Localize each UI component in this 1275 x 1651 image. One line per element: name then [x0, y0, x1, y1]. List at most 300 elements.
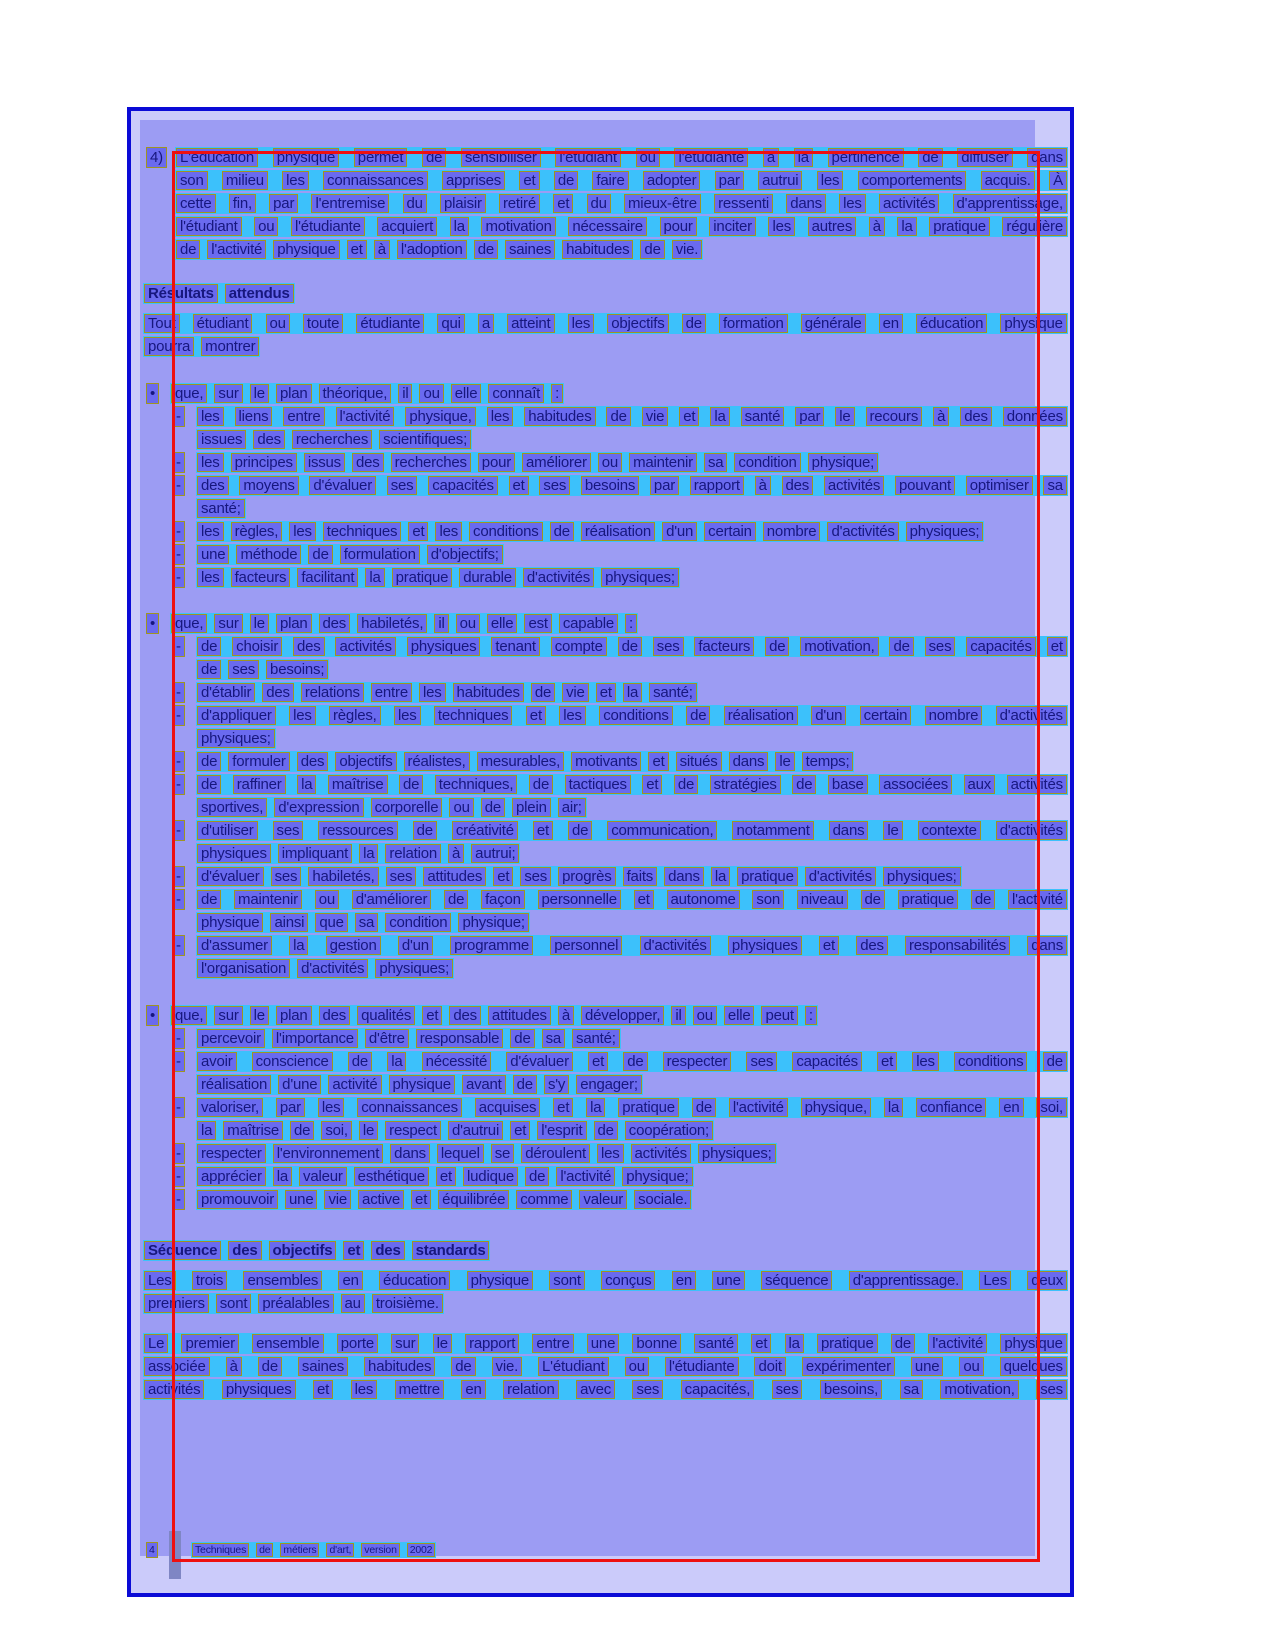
word-box: quelques	[1000, 1357, 1067, 1376]
word-box: condition	[734, 453, 800, 472]
word-box: maintenir	[629, 453, 697, 472]
word-box: montrer	[201, 337, 259, 356]
text-line	[196, 1051, 1068, 1072]
word-box: saines	[505, 240, 555, 259]
word-box: capable	[559, 614, 618, 633]
text-line	[143, 283, 295, 304]
word-box: maintenir	[234, 890, 302, 909]
word-box: éducation	[916, 314, 987, 333]
word-box: d'activités	[297, 959, 368, 978]
word-box: et	[526, 706, 546, 725]
word-box: les	[197, 453, 224, 472]
word-box: d'établir	[197, 683, 255, 702]
word-box: Les	[979, 1271, 1011, 1290]
word-box: règles,	[231, 522, 283, 541]
word-box: la	[794, 148, 813, 167]
list-marker-box: 4)	[146, 147, 167, 168]
text-line	[143, 336, 260, 357]
word-box: physiques;	[883, 867, 961, 886]
word-box: ressources	[318, 821, 397, 840]
word-box: se	[491, 1144, 514, 1163]
word-box: éducation	[379, 1271, 450, 1290]
word-box: recherches	[292, 430, 372, 449]
word-box: physiques	[222, 1380, 296, 1399]
word-box: une	[712, 1271, 744, 1290]
word-box: de	[594, 1121, 618, 1140]
word-box: l'activité	[336, 407, 395, 426]
word-box: l'organisation	[197, 959, 290, 978]
list-marker-box: -	[172, 705, 185, 726]
text-line	[196, 843, 520, 864]
list-marker-box: -	[172, 567, 185, 588]
word-box: tenant	[491, 637, 540, 656]
word-box: objectifs	[607, 314, 668, 333]
word-box: Les	[144, 1271, 176, 1290]
word-box: est	[524, 614, 551, 633]
word-box: premier	[181, 1334, 238, 1353]
word-box: Tout	[144, 314, 180, 333]
word-box: développer,	[581, 1006, 664, 1025]
word-box: respecter	[197, 1144, 266, 1163]
text-line	[175, 147, 1068, 168]
word-box: et	[553, 194, 573, 213]
word-box: des	[319, 614, 351, 633]
word-box: attitudes	[488, 1006, 551, 1025]
word-box: techniques	[434, 706, 513, 725]
word-box: conditions	[599, 706, 673, 725]
word-box: attitudes	[423, 867, 486, 886]
word-box: la	[623, 683, 642, 702]
text-line	[196, 475, 1068, 496]
word-box: air;	[558, 798, 586, 817]
word-box: conditions	[954, 1052, 1028, 1071]
word-box: premiers	[144, 1294, 209, 1313]
word-box: à	[448, 844, 464, 863]
word-box: la	[365, 568, 384, 587]
word-box: physique	[273, 240, 339, 259]
word-box: capacités,	[681, 1380, 755, 1399]
text-line	[196, 751, 854, 772]
list-marker-box: -	[172, 935, 185, 956]
word-box: objectifs	[335, 752, 396, 771]
word-box: santé;	[649, 683, 697, 702]
word-box: les	[197, 568, 224, 587]
word-box: autrui;	[471, 844, 519, 863]
word-box: l'activité	[556, 1167, 615, 1186]
word-box: autrui	[758, 171, 802, 190]
word-box: la	[897, 217, 916, 236]
word-box: formation	[719, 314, 788, 333]
word-box: règles,	[329, 706, 381, 725]
word-box: ou	[315, 890, 339, 909]
list-marker-box: -	[172, 682, 185, 703]
word-box: connaît	[488, 384, 544, 403]
word-box: et	[533, 821, 553, 840]
word-box: tactiques	[565, 775, 631, 794]
word-box: des	[197, 476, 229, 495]
word-box: façon	[481, 890, 525, 909]
word-box: pratique	[392, 568, 453, 587]
word-box: activités	[335, 637, 395, 656]
word-box: autonome	[667, 890, 740, 909]
list-marker-box: -	[172, 544, 185, 565]
word-box: de	[176, 240, 200, 259]
word-box: ludique	[463, 1167, 518, 1186]
word-box: sa	[704, 453, 727, 472]
word-box: maîtrise	[223, 1121, 283, 1140]
text-line	[196, 705, 1068, 726]
word-box: motivation	[481, 217, 555, 236]
list-marker-box: -	[172, 1028, 185, 1049]
word-box: des	[449, 1006, 481, 1025]
word-box: recours	[866, 407, 923, 426]
word-box: et	[1047, 637, 1067, 656]
word-box: physiques;	[906, 522, 984, 541]
text-line	[196, 406, 1068, 427]
word-box: pour	[478, 453, 515, 472]
word-box: dans	[786, 194, 826, 213]
text-line	[196, 1143, 777, 1164]
word-box: des	[319, 1006, 351, 1025]
word-box: et	[819, 936, 839, 955]
word-box: peut	[761, 1006, 797, 1025]
word-box: acquis.	[981, 171, 1035, 190]
word-box: physique,	[801, 1098, 871, 1117]
word-box: une	[197, 545, 229, 564]
text-line	[143, 1293, 444, 1314]
word-box: et	[313, 1380, 333, 1399]
list-marker-box: -	[172, 866, 185, 887]
word-box: plaisir	[440, 194, 486, 213]
word-box: réalistes,	[404, 752, 470, 771]
word-box: la	[387, 1052, 406, 1071]
word-box: d'un	[811, 706, 846, 725]
word-box: de	[399, 775, 423, 794]
word-box: des	[352, 453, 384, 472]
list-marker-box: -	[172, 1051, 185, 1072]
word-box: le	[250, 1006, 269, 1025]
word-box: d'activités	[640, 936, 711, 955]
word-box: toute	[303, 314, 343, 333]
word-box: :	[805, 1006, 817, 1025]
word-box: physique,	[405, 407, 475, 426]
word-box: confiance	[916, 1098, 986, 1117]
word-box: l'activité	[1008, 890, 1067, 909]
word-box: une	[911, 1357, 943, 1376]
word-box: de	[474, 240, 498, 259]
word-box: vie	[324, 1190, 351, 1209]
word-box: d'activités	[805, 867, 876, 886]
word-box: de	[308, 545, 332, 564]
word-box: dans	[664, 867, 704, 886]
word-box: d'améliorer	[352, 890, 432, 909]
word-box: de	[197, 752, 221, 771]
word-box: de	[197, 637, 221, 656]
word-box: les	[289, 522, 316, 541]
word-box: l'étudiante	[674, 148, 748, 167]
text-line	[191, 1542, 436, 1558]
word-box: ses	[772, 1380, 803, 1399]
word-box: et	[408, 522, 428, 541]
word-box: sont	[549, 1271, 585, 1290]
word-box: et	[343, 1241, 364, 1260]
word-box: d'appliquer	[197, 706, 276, 725]
word-box: respect	[385, 1121, 441, 1140]
word-box: en	[672, 1271, 696, 1290]
word-box: la	[359, 844, 378, 863]
word-box: méthode	[236, 545, 301, 564]
word-box: d'évaluer	[197, 867, 264, 886]
word-box: aux	[964, 775, 996, 794]
word-box: il	[434, 614, 448, 633]
word-box: sa	[542, 1029, 565, 1048]
word-box: les	[351, 1380, 378, 1399]
word-box: sont	[216, 1294, 252, 1313]
word-box: pourra	[144, 337, 194, 356]
list-marker-box: -	[172, 751, 185, 772]
word-box: besoins,	[820, 1380, 882, 1399]
word-box: ses	[746, 1052, 777, 1071]
word-box: personnel	[550, 936, 622, 955]
word-box: ensembles	[243, 1271, 322, 1290]
word-box: principes	[231, 453, 297, 472]
word-box: acquiert	[377, 217, 437, 236]
word-box: de	[640, 240, 664, 259]
word-box: de	[682, 314, 706, 333]
word-box: physique;	[622, 1167, 692, 1186]
word-box: Le	[144, 1334, 168, 1353]
word-box: troisième.	[372, 1294, 443, 1313]
word-box: préalables	[258, 1294, 333, 1313]
word-box: sur	[214, 614, 242, 633]
word-box: des	[228, 1241, 261, 1260]
word-box: gestion	[326, 936, 381, 955]
word-box: motivation,	[940, 1380, 1018, 1399]
word-box: de	[618, 637, 642, 656]
word-box: ses	[387, 476, 418, 495]
word-box: soi,	[1036, 1098, 1067, 1117]
word-box: vie	[642, 407, 669, 426]
word-box: activité	[328, 1075, 381, 1094]
word-box: activités	[824, 476, 884, 495]
word-box: d'activités	[523, 568, 594, 587]
word-box: et	[751, 1334, 771, 1353]
word-box: de	[197, 890, 221, 909]
word-box: associée	[144, 1357, 210, 1376]
word-box: physiques;	[375, 959, 453, 978]
word-box: pratique	[898, 890, 959, 909]
list-marker-box: -	[172, 1143, 185, 1164]
word-box: la	[197, 1121, 216, 1140]
word-box: sportives,	[197, 798, 267, 817]
word-box: ou	[693, 1006, 717, 1025]
word-box: vie.	[492, 1357, 523, 1376]
word-box: et	[436, 1167, 456, 1186]
word-box: de	[971, 890, 995, 909]
word-box: mieux-être	[624, 194, 701, 213]
word-box: par	[650, 476, 679, 495]
word-box: à	[558, 1006, 574, 1025]
word-box: programme	[450, 936, 533, 955]
word-box: ressenti	[714, 194, 773, 213]
word-box: valeur	[579, 1190, 627, 1209]
word-box: l'adoption	[397, 240, 467, 259]
word-box: et	[347, 240, 367, 259]
word-box: activités	[879, 194, 939, 213]
word-box: formuler	[228, 752, 289, 771]
word-box: par	[715, 171, 744, 190]
word-box: dans	[1027, 936, 1067, 955]
word-box: et	[588, 1052, 608, 1071]
word-box: sa	[1043, 476, 1066, 495]
word-box: d'autrui	[448, 1121, 503, 1140]
word-box: situés	[676, 752, 722, 771]
word-box: de	[529, 775, 553, 794]
word-box: d'assumer	[197, 936, 272, 955]
word-box: capacités	[428, 476, 498, 495]
word-box: ou	[636, 148, 660, 167]
word-box: physique	[197, 913, 263, 932]
word-box: certain	[860, 706, 912, 725]
word-box: de	[451, 1357, 475, 1376]
word-box: contexte	[918, 821, 981, 840]
list-marker-box: 4	[146, 1542, 158, 1558]
word-box: optimiser	[966, 476, 1033, 495]
text-line	[143, 313, 1068, 334]
word-box: la	[884, 1098, 903, 1117]
word-box: soi,	[321, 1121, 352, 1140]
word-box: physique;	[808, 453, 878, 472]
word-box: habiletés,	[308, 867, 378, 886]
word-box: milieu	[222, 171, 268, 190]
word-box: et	[493, 867, 513, 886]
word-box: de	[422, 148, 446, 167]
word-box: habitudes	[562, 240, 633, 259]
word-box: étudiant	[193, 314, 253, 333]
word-box: coopération;	[625, 1121, 713, 1140]
word-box: créativité	[452, 821, 518, 840]
text-line	[175, 216, 1068, 237]
text-line	[143, 1333, 1068, 1354]
word-box: d'objectifs;	[427, 545, 503, 564]
word-box: objectifs	[269, 1241, 337, 1260]
word-box: la	[450, 217, 469, 236]
word-box: habitudes	[453, 683, 524, 702]
word-box: ensemble	[252, 1334, 323, 1353]
list-marker-box: -	[172, 521, 185, 542]
word-box: l'activité	[729, 1098, 788, 1117]
word-box: de	[258, 1357, 282, 1376]
word-box: ses	[925, 637, 956, 656]
word-box: les	[282, 171, 309, 190]
word-box: relations	[301, 683, 364, 702]
word-box: elle	[487, 614, 518, 633]
text-line	[175, 170, 1068, 191]
word-box: l'importance	[272, 1029, 358, 1048]
word-box: physique;	[458, 913, 528, 932]
word-box: de	[444, 890, 468, 909]
word-box: activités	[1007, 775, 1067, 794]
word-box: vie	[562, 683, 589, 702]
word-box: version	[361, 1543, 399, 1557]
word-box: de	[692, 1098, 716, 1117]
word-box: de	[792, 775, 816, 794]
word-box: niveau	[797, 890, 848, 909]
word-box: apprécier	[197, 1167, 266, 1186]
word-box: dans	[729, 752, 769, 771]
text-line	[196, 958, 454, 979]
word-box: à	[869, 217, 885, 236]
word-box: l'environnement	[273, 1144, 383, 1163]
word-box: diffuser	[957, 148, 1012, 167]
list-marker-box: •	[146, 613, 159, 634]
text-line	[196, 889, 1068, 910]
word-box: d'apprentissage,	[953, 194, 1067, 213]
word-box: pouvant	[895, 476, 955, 495]
word-box: pratique	[618, 1098, 679, 1117]
word-box: plan	[276, 1006, 312, 1025]
word-box: à	[226, 1357, 242, 1376]
word-box: ou	[625, 1357, 649, 1376]
word-box: des	[253, 430, 285, 449]
word-box: à	[755, 476, 771, 495]
word-box: condition	[385, 913, 451, 932]
word-box: de	[686, 706, 710, 725]
word-box: entre	[283, 407, 324, 426]
word-box: de	[348, 1052, 372, 1071]
word-box: de	[531, 683, 555, 702]
word-box: d'un	[662, 522, 697, 541]
word-box: la	[586, 1098, 605, 1117]
word-box: activités	[144, 1380, 204, 1399]
word-box: des	[262, 683, 294, 702]
word-box: formulation	[340, 545, 420, 564]
word-box: les	[912, 1052, 939, 1071]
word-box: responsable	[416, 1029, 504, 1048]
word-box: dans	[829, 821, 869, 840]
word-box: l'entremise	[311, 194, 389, 213]
text-line	[196, 521, 984, 542]
word-box: l'étudiante	[291, 217, 365, 236]
word-box: conditions	[469, 522, 543, 541]
text-line	[170, 613, 638, 634]
text-line	[196, 774, 1068, 795]
word-box: à	[933, 407, 949, 426]
word-box: atteint	[507, 314, 554, 333]
word-box: du	[403, 194, 427, 213]
word-box: ou	[419, 384, 443, 403]
word-box: progrès	[558, 867, 615, 886]
word-box: d'évaluer	[506, 1052, 573, 1071]
word-box: santé;	[572, 1029, 620, 1048]
word-box: une	[285, 1190, 317, 1209]
word-box: santé	[741, 407, 785, 426]
word-box: ou	[254, 217, 278, 236]
word-box: ses	[1036, 1380, 1067, 1399]
word-box: acquises	[475, 1098, 541, 1117]
word-box: elle	[724, 1006, 755, 1025]
word-box: l'étudiant	[555, 148, 621, 167]
word-box: de	[918, 148, 942, 167]
word-box: pratique	[737, 867, 798, 886]
word-box: en	[338, 1271, 362, 1290]
word-box: engager;	[576, 1075, 642, 1094]
word-box: Séquence	[144, 1241, 221, 1260]
word-box: sa	[900, 1380, 923, 1399]
word-box: valeur	[299, 1167, 347, 1186]
word-box: et	[679, 407, 699, 426]
word-box: stratégies	[710, 775, 781, 794]
